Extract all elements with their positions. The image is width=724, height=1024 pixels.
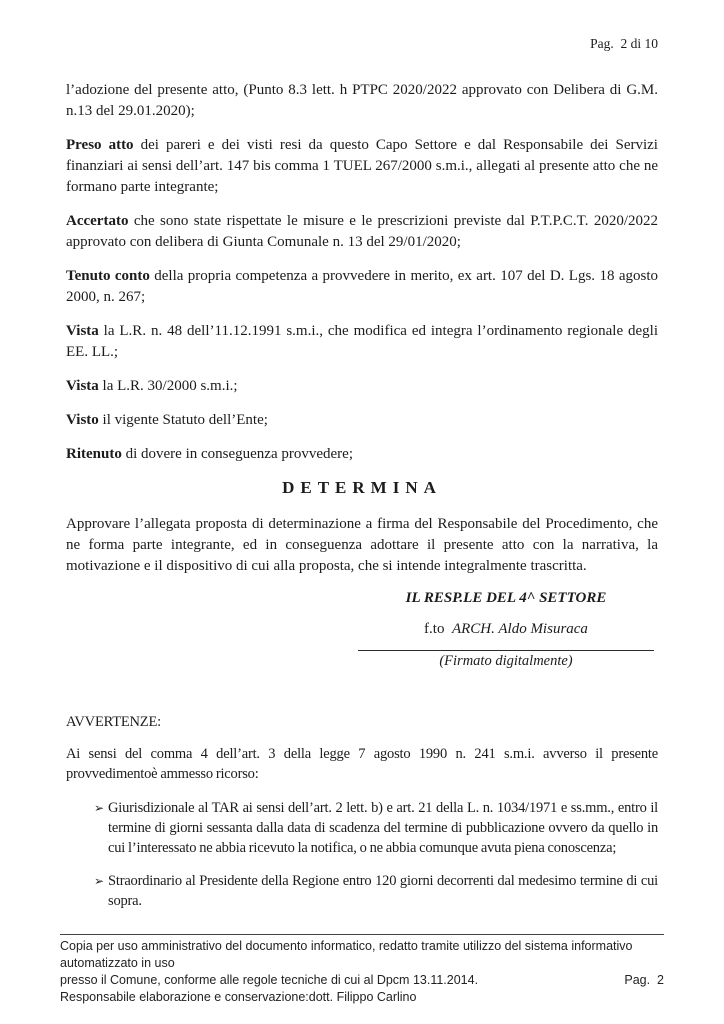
signature-role: IL RESP.LE DEL 4^ SETTORE [405, 590, 607, 606]
signature-signer [356, 621, 656, 638]
determina-heading: DETERMINA [282, 478, 442, 497]
list-item-straordinario [66, 871, 658, 911]
footer-line1: Copia per uso amministrativo del documento informatico, redatto tramite utilizzo del sistema informativo automatizzato in uso [60, 939, 633, 970]
paragraph-accertato [66, 211, 658, 253]
paragraph-lead: Ritenuto [66, 446, 122, 462]
footer-page-number: Pag. 2 [624, 973, 664, 987]
signature-digital-note: (Firmato digitalmente) [439, 653, 573, 669]
signature-name: ARCH. Aldo Misuraca [451, 621, 588, 637]
avvertenze-intro: Ai sensi del comma 4 dell’art. 3 della legge 7 agosto 1990 n. 241 s.m.i. avverso il presente provvedimentoè ammesso ricorso: [66, 746, 658, 782]
paragraph-lead: Preso atto [66, 137, 134, 153]
paragraph-text: la L.R. n. 48 dell’11.12.1991 s.m.i., che modifica ed integra l’ordinamento regionale degli EE. LL.; [66, 323, 658, 360]
paragraph-lead: Vista [66, 378, 99, 394]
paragraph-vista-lr30 [66, 376, 658, 397]
signature-line [358, 650, 654, 651]
paragraph-lead: Accertato [66, 213, 129, 229]
paragraph-lead: Vista [66, 323, 99, 339]
signature-fto-label: f.to [424, 621, 452, 637]
paragraph-visto-statuto [66, 410, 658, 431]
page-footer [60, 934, 664, 1006]
paragraph-text: il vigente Statuto dell’Ente; [98, 412, 268, 428]
paragraph-text: dei pareri e dei visti resi da questo Capo Settore e dal Responsabile dei Servizi finanziari ai sensi dell’art. 147 bis comma 1 TUEL 267/2000 s.m.i., allegati al presente atto che ne formano parte integrante; [66, 137, 658, 195]
page-number-header: Pag. 2 di 10 [590, 36, 658, 51]
paragraph-text: di dovere in conseguenza provvedere; [121, 446, 353, 462]
determina-body: Approvare l’allegata proposta di determinazione a firma del Responsabile del Procedimento, che ne forma parte integrante, ed in conseguenza adottare il presente atto con la narrativa, la motivazione e il dispositivo di cui alla proposta, che si intende integralmente trascritta. [66, 516, 658, 574]
paragraph-text: la L.R. 30/2000 s.m.i.; [98, 378, 238, 394]
paragraph-ritenuto [66, 444, 658, 465]
list-item-giurisdizionale [66, 798, 658, 858]
signature-block [356, 590, 656, 670]
list-item-text: Giurisdizionale al TAR ai sensi dell’art. 2 lett. b) e art. 21 della L. n. 1034/1971 e ss.mm., entro il termine di giorni sessanta dalla data di scadenza del termine di pubblicazione ovvero da quello in cui l’interessato ne abbia ricevuto la notifica, o ne abbia comunque avuta piena conoscenza; [108, 800, 658, 856]
paragraph-text: della propria competenza a provvedere in merito, ex art. 107 del D. Lgs. 18 agosto 2000, n. 267; [66, 268, 658, 305]
paragraph-preso-atto [66, 135, 658, 198]
page-content [66, 36, 658, 924]
avvertenze-title: AVVERTENZE: [66, 714, 161, 730]
footer-line2: presso il Comune, conforme alle regole tecniche di cui al Dpcm 13.11.2014. [60, 973, 479, 987]
bullet-arrow-icon: ➢ [94, 801, 104, 815]
bullet-arrow-icon: ➢ [94, 874, 104, 888]
footer-line3: Responsabile elaborazione e conservazione:dott. Filippo Carlino [60, 990, 417, 1004]
paragraph-text: che sono state rispettate le misure e le prescrizioni previste dal P.T.P.C.T. 2020/2022 approvato con delibera di Giunta Comunale n. 13 del 29/01/2020; [66, 213, 658, 250]
paragraph-lead: Visto [66, 412, 99, 428]
paragraph-text: l’adozione del presente atto, (Punto 8.3 lett. h PTPC 2020/2022 approvato con Delibera di G.M. n.13 del 29.01.2020); [66, 82, 658, 119]
footer-line2-row [60, 972, 664, 989]
paragraph-lead: Tenuto conto [66, 268, 150, 284]
paragraph-adozione [66, 80, 658, 122]
list-item-text: Straordinario al Presidente della Regione entro 120 giorni decorrenti dal medesimo termine di cui sopra. [108, 873, 658, 909]
paragraph-tenuto-conto [66, 266, 658, 308]
paragraph-vista-lr48 [66, 321, 658, 363]
avvertenze-section [66, 712, 658, 911]
